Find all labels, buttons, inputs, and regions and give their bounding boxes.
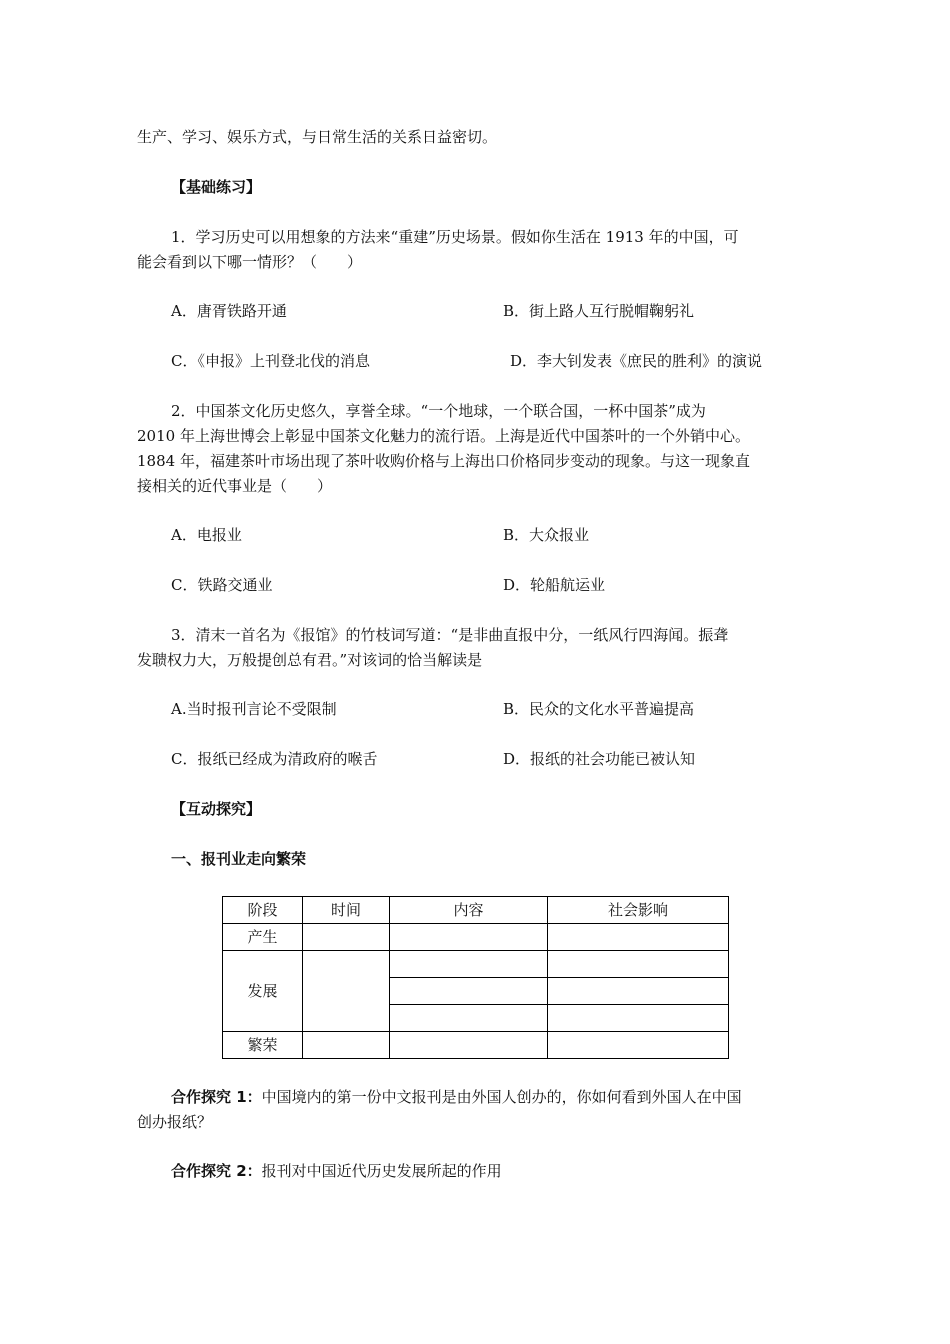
q1-option-b: B．街上路人互行脱帽鞠躬礼 xyxy=(503,302,695,320)
coop1-line-1 xyxy=(171,1086,742,1108)
q3-option-b: B．民众的文化水平普遍提高 xyxy=(503,700,695,718)
blank-cell[interactable] xyxy=(548,1032,729,1059)
q2-option-b: B．大众报业 xyxy=(503,526,590,544)
coop1-label: 合作探究 1： xyxy=(171,1088,262,1106)
blank-cell[interactable] xyxy=(548,924,729,951)
q2-option-a: A．电报业 xyxy=(171,526,242,544)
q3-option-a: A.当时报刊言论不受限制 xyxy=(171,700,337,718)
q2-option-d: D．轮船航运业 xyxy=(503,576,606,594)
q1-line-1: 1．学习历史可以用想象的方法来“重建”历史场景。假如你生活在 1913 年的中国，可 xyxy=(171,228,739,246)
stage-development: 发展 xyxy=(223,951,303,1032)
blank-cell[interactable] xyxy=(548,978,729,1005)
blank-cell[interactable] xyxy=(390,1032,548,1059)
blank-cell[interactable] xyxy=(303,951,390,1032)
table-row xyxy=(223,1032,729,1059)
q1-line-2: 能会看到以下哪一情形？（ ） xyxy=(137,253,363,271)
coop1-line-2: 创办报纸？ xyxy=(137,1113,213,1131)
coop2-text: 报刊对中国近代历史发展所起的作用 xyxy=(261,1162,502,1180)
section-interactive-heading: 【互动探究】 xyxy=(171,800,262,818)
q2-line-1: 2．中国茶文化历史悠久，享誉全球。“一个地球，一个联合国，一杯中国茶”成为 xyxy=(171,402,706,420)
intro-tail-text: 生产、学习、娱乐方式，与日常生活的关系日益密切。 xyxy=(137,128,498,146)
q2-line-2: 2010 年上海世博会上彰显中国茶文化魅力的流行语。上海是近代中国茶叶的一个外销中心。 xyxy=(137,427,750,445)
blank-cell[interactable] xyxy=(548,1005,729,1032)
q2-line-3: 1884 年，福建茶叶市场出现了茶叶收购价格与上海出口价格同步变动的现象。与这一现象直 xyxy=(137,452,750,470)
table-header-row xyxy=(223,897,729,924)
q3-line-2: 发聩权力大，万般提创总有君。”对该词的恰当解读是 xyxy=(137,651,483,669)
stage-prosperity: 繁荣 xyxy=(223,1032,303,1059)
blank-cell[interactable] xyxy=(390,924,548,951)
q1-option-c: C．《申报》上刊登北伐的消息 xyxy=(171,352,370,370)
section-basic-heading: 【基础练习】 xyxy=(171,178,262,196)
q2-line-4: 接相关的近代事业是（ ） xyxy=(137,477,333,495)
q1-option-d: D．李大钊发表《庶民的胜利》的演说 xyxy=(510,352,763,370)
table-row xyxy=(223,951,729,978)
header-content: 内容 xyxy=(390,897,548,924)
coop2-label: 合作探究 2： xyxy=(171,1162,262,1180)
q2-option-c: C．铁路交通业 xyxy=(171,576,273,594)
blank-cell[interactable] xyxy=(390,951,548,978)
header-time: 时间 xyxy=(303,897,390,924)
q1-option-a: A．唐胥铁路开通 xyxy=(171,302,287,320)
q3-line-1: 3．清末一首名为《报馆》的竹枝词写道：“是非曲直报中分，一纸风行四海闻。振聋 xyxy=(171,626,729,644)
blank-cell[interactable] xyxy=(303,924,390,951)
stage-origin: 产生 xyxy=(223,924,303,951)
coop1-text-1: 中国境内的第一份中文报刊是由外国人创办的，你如何看到外国人在中国 xyxy=(261,1088,742,1106)
blank-cell[interactable] xyxy=(390,1005,548,1032)
q3-option-c: C．报纸已经成为清政府的喉舌 xyxy=(171,750,378,768)
blank-cell[interactable] xyxy=(303,1032,390,1059)
header-stage: 阶段 xyxy=(223,897,303,924)
blank-cell[interactable] xyxy=(548,951,729,978)
table-row xyxy=(223,924,729,951)
coop2-line xyxy=(171,1160,502,1182)
stage-table xyxy=(222,896,729,1059)
q3-option-d: D．报纸的社会功能已被认知 xyxy=(503,750,696,768)
header-social-impact: 社会影响 xyxy=(548,897,729,924)
blank-cell[interactable] xyxy=(390,978,548,1005)
subsection-press-prosperity: 一、报刊业走向繁荣 xyxy=(171,850,307,868)
